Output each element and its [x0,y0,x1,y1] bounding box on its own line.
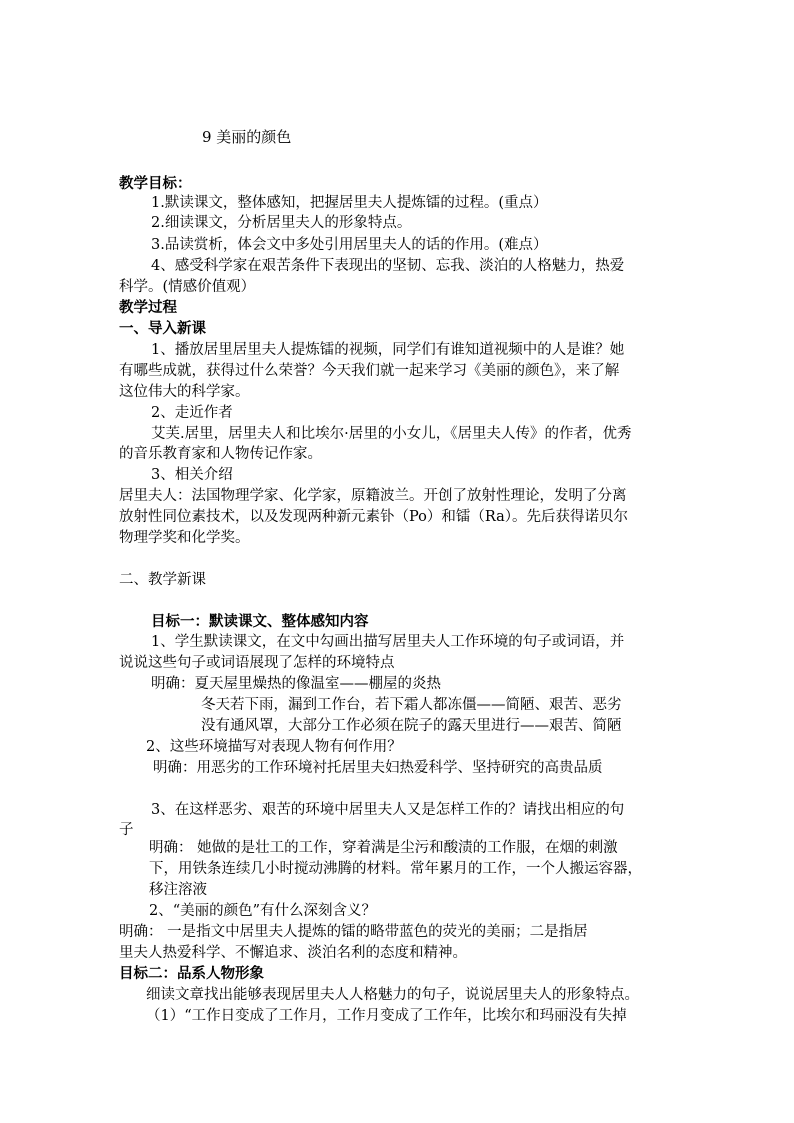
paragraph-line: 2、“美丽的颜色”有什么深刻含义？ [149,903,377,919]
objectives-heading: 教学目标： [119,175,192,192]
process-heading: 教学过程 [119,299,177,316]
objective-item: 3.品读赏析，体会文中多处引用居里夫人的话的作用。(难点） [151,237,548,253]
paragraph-line: 移注溶液 [149,882,207,898]
paragraph-line: 说说这些句子或词语展现了怎样的环境特点 [119,655,395,671]
section-heading-1: 一、导入新课 [119,320,206,337]
objective-item: 2.细读课文，分析居里夫人的形象特点。 [151,215,412,231]
paragraph-line: 有哪些成就，获得过什么荣誉？今天我们就一起来学习《美丽的颜色》，来了解 [119,363,620,379]
paragraph-line: 这位伟大的科学家。 [119,384,250,400]
paragraph-line: 2、走近作者 [151,405,233,421]
paragraph-line: 的音乐教育家和人物传记作家。 [119,446,322,462]
section-heading-2: 二、教学新课 [119,572,206,588]
paragraph-line: 明确：用恶劣的工作环境衬托居里夫妇热爱科学、坚持研究的高贵品质 [153,760,603,776]
objective-item: 科学。(情感价值观） [119,279,256,295]
paragraph-line: 3、在这样恶劣、艰苦的环境中居里夫人又是怎样工作的？请找出相应的句 [151,802,625,818]
paragraph-line: 物理学奖和化学奖。 [119,530,250,546]
paragraph-line: 下，用铁条连续几小时搅动沸腾的材料。常年累月的工作，一个人搬运容器， [149,861,642,877]
paragraph-line: 细读文章找出能够表现居里夫人人格魅力的句子，说说居里夫人的形象特点。 [146,987,639,1003]
paragraph-line: 明确： 一是指文中居里夫人提炼的镭的略带蓝色的荧光的美丽；二是指居 [119,924,588,940]
paragraph-line: （1）“工作日变成了工作月，工作月变成了工作年，比埃尔和玛丽没有失掉 [146,1008,627,1024]
paragraph-line: 艾芙.居里，居里夫人和比埃尔·居里的小女儿，《居里夫人传》的作者，优秀 [151,426,632,442]
paragraph-line: 明确：夏天屋里燥热的像温室——棚屋的炎热 [151,676,441,692]
objective-item: 1.默读课文，整体感知，把握居里夫人提炼镭的过程。(重点） [151,195,548,211]
paragraph-line: 子 [119,822,134,838]
paragraph-line: 没有通风罩，大部分工作必须在院子的露天里进行——艰苦、简陋 [201,718,622,734]
paragraph-line: 3、相关介绍 [151,467,233,483]
objective-item: 4、感受科学家在艰苦条件下表现出的坚韧、忘我、淡泊的人格魅力，热爱 [151,258,625,274]
paragraph-line: 里夫人热爱科学、不懈追求、淡泊名利的态度和精神。 [119,945,467,961]
page-title: 9 美丽的颜色 [202,128,292,146]
paragraph-line: 1、播放居里居里夫人提炼镭的视频，同学们有谁知道视频中的人是谁？她 [151,342,625,358]
goal-heading-2: 目标二：品系人物形象 [119,965,264,982]
paragraph-line: 冬天若下雨，漏到工作台，若下霜人都冻僵——简陋、艰苦、恶劣 [201,697,622,713]
paragraph-line: 2、这些环境描写对表现人物有何作用？ [146,739,402,755]
goal-heading-1: 目标一：默读课文、整体感知内容 [151,613,369,630]
paragraph-line: 放射性同位素技术，以及发现两种新元素钋（Po）和镭（Ra）。先后获得诺贝尔 [119,509,629,525]
paragraph-line: 明确： 她做的是壮工的工作，穿着满是尘污和酸渍的工作服，在烟的刺激 [149,840,618,856]
paragraph-line: 居里夫人：法国物理学家、化学家，原籍波兰。开创了放射性理论，发明了分离 [119,488,627,504]
paragraph-line: 1、学生默读课文，在文中勾画出描写居里夫人工作环境的句子或词语，并 [151,634,625,650]
